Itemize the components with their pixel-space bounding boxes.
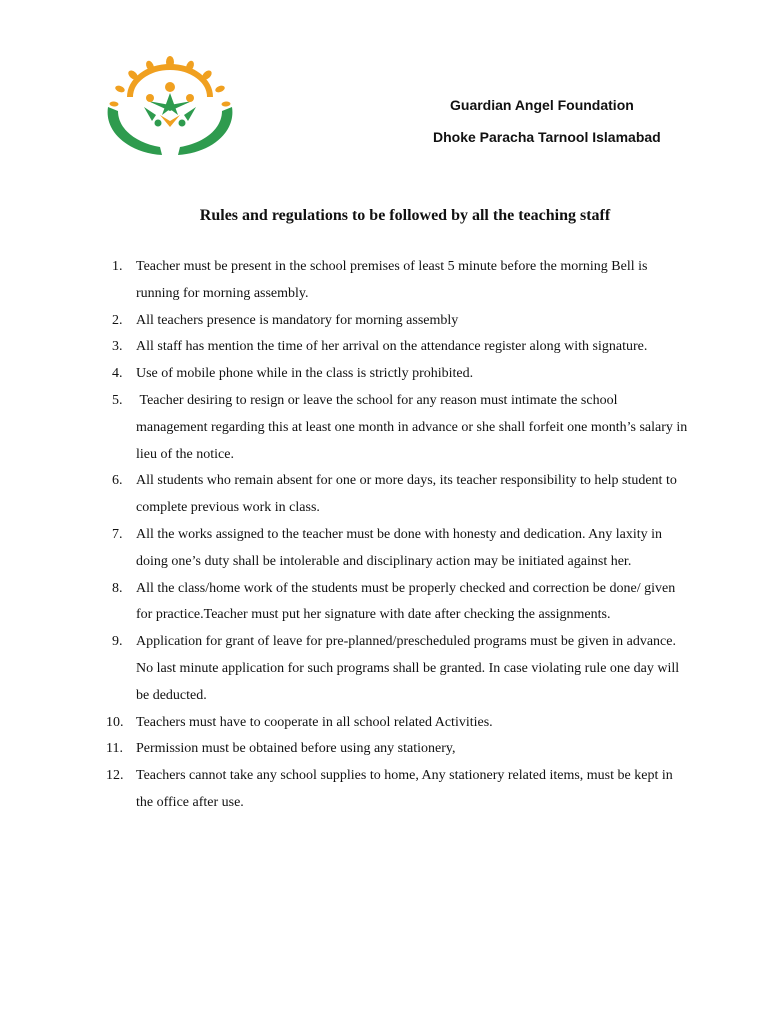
rule-text: Teacher must be present in the school premises of least 5 minute before the morning Bell is running for morning assembly. xyxy=(136,259,648,301)
rule-number: 12. xyxy=(106,768,124,784)
rule-item xyxy=(100,254,690,308)
rule-item xyxy=(100,334,690,361)
rule-number: 10. xyxy=(106,714,124,730)
rule-text: Application for grant of leave for pre-planned/prescheduled programs must be given in advance. No last minute application for such programs shall be granted. In case violating rule one day will be deducted. xyxy=(136,634,680,703)
sun-hands-people-logo-icon xyxy=(100,55,240,160)
rule-number: 8. xyxy=(112,580,123,596)
rule-item xyxy=(100,629,690,709)
rule-number: 7. xyxy=(112,526,123,542)
rule-number: 2. xyxy=(112,312,123,328)
rule-item xyxy=(100,468,690,522)
rule-item xyxy=(100,308,690,335)
rule-number: 11. xyxy=(106,741,123,757)
rule-text: Permission must be obtained before using any stationery, xyxy=(136,741,456,757)
rule-number: 1. xyxy=(112,259,123,274)
rule-text: All the class/home work of the students must be properly checked and correction be done/ given for practice.Teacher must put her signature with date after checking the assignments. xyxy=(136,580,676,623)
organization-name: Guardian Angel Foundation xyxy=(450,97,634,113)
rule-number: 4. xyxy=(112,366,123,382)
rule-number: 6. xyxy=(112,473,123,489)
rule-text: All the works assigned to the teacher must be done with honesty and dedication. Any laxity in doing one’s duty shall be intolerable and disciplinary action may be initiated against her. xyxy=(136,526,663,569)
rule-text: All teachers presence is mandatory for morning assembly xyxy=(136,312,459,328)
rule-number: 5. xyxy=(112,392,123,408)
rule-item xyxy=(100,522,690,576)
document-title: Rules and regulations to be followed by all the teaching staff xyxy=(199,207,611,224)
rule-item xyxy=(100,710,690,737)
rule-text: Teacher desiring to resign or leave the school for any reason must intimate the school management regarding this at least one month in advance or she shall forfeit one month’s salary in lieu of the notice. xyxy=(136,392,691,462)
rules-list xyxy=(100,254,690,817)
rule-text: All students who remain absent for one or more days, its teacher responsibility to help student to complete previous work in class. xyxy=(136,473,677,516)
rule-item xyxy=(100,361,690,388)
rule-text: Use of mobile phone while in the class is strictly prohibited. xyxy=(136,366,474,382)
rule-text: Teachers cannot take any school supplies to home, Any stationery related items, must be kept in the office after use. xyxy=(136,768,673,810)
rule-item xyxy=(100,763,690,817)
rule-number: 3. xyxy=(112,339,123,355)
rule-text: Teachers must have to cooperate in all school related Activities. xyxy=(136,714,493,730)
rule-item xyxy=(100,388,690,468)
rule-text: All staff has mention the time of her arrival on the attendance register along with signature. xyxy=(136,339,648,355)
rule-number: 9. xyxy=(112,634,123,650)
rule-item xyxy=(100,576,690,630)
organization-address: Dhoke Paracha Tarnool Islamabad xyxy=(433,129,661,145)
rule-item xyxy=(100,736,690,763)
